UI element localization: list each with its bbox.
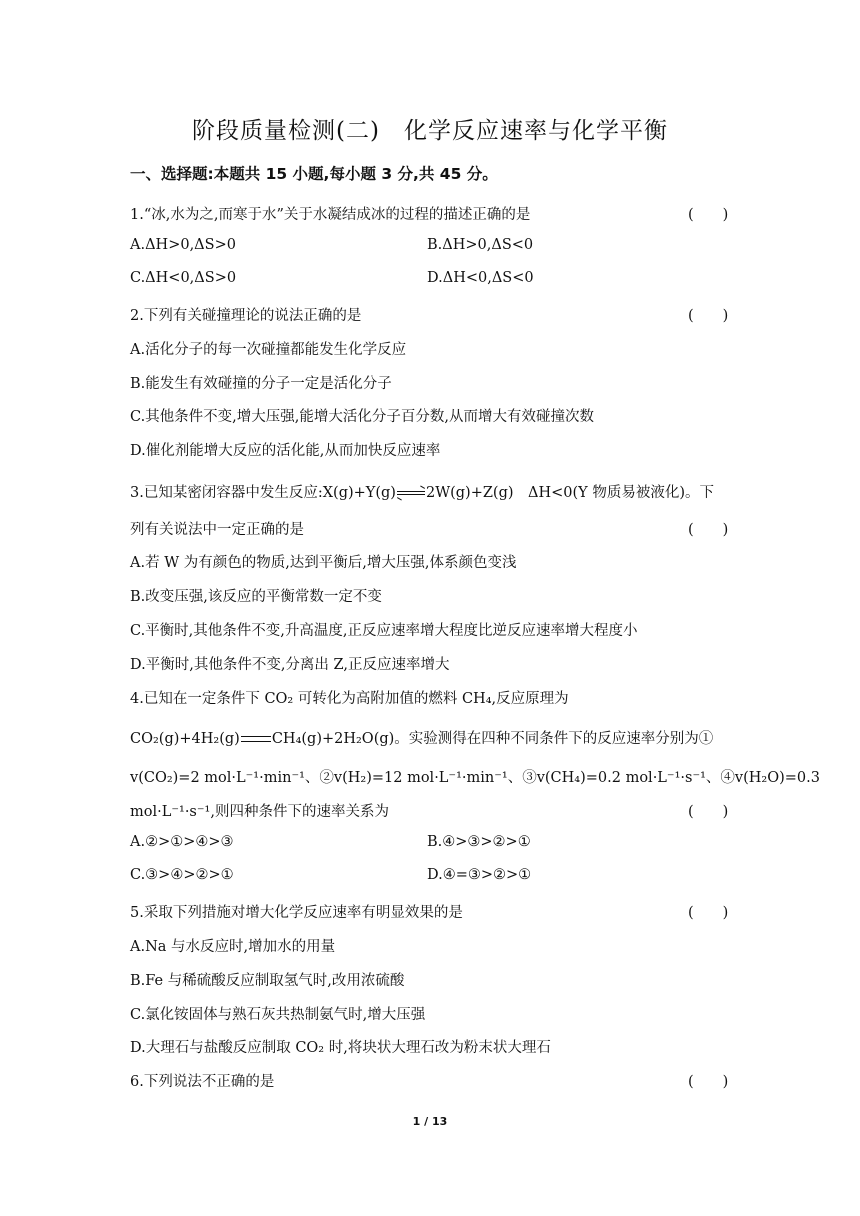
question-4-stem-part1: CO₂(g)+4H₂(g) bbox=[130, 731, 240, 747]
question-4-stem-line2 bbox=[130, 727, 713, 748]
question-2-option-d: D.催化剂能增大反应的活化能,从而加快反应速率 bbox=[130, 443, 441, 459]
reaction-equal-sign-icon bbox=[241, 736, 271, 742]
question-3-option-d: D.平衡时,其他条件不变,分离出 Z,正反应速率增大 bbox=[130, 657, 450, 673]
equilibrium-arrow-icon bbox=[397, 489, 425, 497]
question-3-option-b: B.改变压强,该反应的平衡常数一定不变 bbox=[130, 589, 382, 605]
question-4-option-a: A.②>①>④>③ bbox=[130, 834, 234, 850]
question-1-option-a: A.ΔH>0,ΔS>0 bbox=[130, 237, 236, 253]
question-6-stem: 6.下列说法不正确的是 bbox=[130, 1074, 275, 1090]
question-2-option-b: B.能发生有效碰撞的分子一定是活化分子 bbox=[130, 376, 392, 392]
question-4-option-d: D.④=③>②>① bbox=[427, 867, 532, 883]
answer-paren: ( ) bbox=[688, 1074, 729, 1090]
question-3-stem-part2: 2W(g)+Z(g) ΔH<0(Y 物质易被液化)。下 bbox=[425, 485, 714, 501]
question-4-stem-line3: v(CO₂)=2 mol·L⁻¹·min⁻¹、②v(H₂)=12 mol·L⁻¹·min⁻¹、③v(CH₄)=0.2 mol·L⁻¹·s⁻¹、④v(H₂O)=0.3 bbox=[130, 770, 820, 786]
page-title: 阶段质量检测(二) 化学反应速率与化学平衡 bbox=[192, 118, 668, 144]
section-heading: 一、选择题:本题共 15 小题,每小题 3 分,共 45 分。 bbox=[130, 165, 498, 183]
question-2-option-c: C.其他条件不变,增大压强,能增大活化分子百分数,从而增大有效碰撞次数 bbox=[130, 409, 595, 425]
question-5-option-d: D.大理石与盐酸反应制取 CO₂ 时,将块状大理石改为粉末状大理石 bbox=[130, 1040, 551, 1056]
question-5-option-b: B.Fe 与稀硫酸反应制取氢气时,改用浓硫酸 bbox=[130, 973, 405, 989]
question-1-stem: 1.“冰,水为之,而寒于水”关于水凝结成冰的过程的描述正确的是 bbox=[130, 207, 531, 223]
question-1-option-b: B.ΔH>0,ΔS<0 bbox=[427, 237, 534, 253]
question-4-option-c: C.③>④>②>① bbox=[130, 867, 234, 883]
question-1-option-d: D.ΔH<0,ΔS<0 bbox=[427, 270, 534, 286]
question-4-stem-line1: 4.已知在一定条件下 CO₂ 可转化为高附加值的燃料 CH₄,反应原理为 bbox=[130, 691, 569, 707]
question-4-option-b: B.④>③>②>① bbox=[427, 834, 531, 850]
answer-paren: ( ) bbox=[688, 308, 729, 324]
question-3-stem-line2: 列有关说法中一定正确的是 bbox=[130, 522, 304, 538]
question-1-option-c: C.ΔH<0,ΔS>0 bbox=[130, 270, 237, 286]
answer-paren: ( ) bbox=[688, 804, 729, 820]
question-3-stem-part1: 3.已知某密闭容器中发生反应:X(g)+Y(g) bbox=[130, 485, 396, 501]
question-5-option-c: C.氯化铵固体与熟石灰共热制氨气时,增大压强 bbox=[130, 1007, 426, 1023]
answer-paren: ( ) bbox=[688, 207, 729, 223]
question-5-option-a: A.Na 与水反应时,增加水的用量 bbox=[130, 939, 336, 955]
question-3-stem-line1 bbox=[130, 481, 714, 502]
question-3-option-c: C.平衡时,其他条件不变,升高温度,正反应速率增大程度比逆反应速率增大程度小 bbox=[130, 623, 638, 639]
question-4-stem-part2: CH₄(g)+2H₂O(g)。实验测得在四种不同条件下的反应速率分别为① bbox=[271, 731, 714, 747]
page-number: 1 / 13 bbox=[412, 1115, 448, 1128]
answer-paren: ( ) bbox=[688, 522, 729, 538]
question-5-stem: 5.采取下列措施对增大化学反应速率有明显效果的是 bbox=[130, 905, 463, 921]
question-2-option-a: A.活化分子的每一次碰撞都能发生化学反应 bbox=[130, 342, 407, 358]
question-4-stem-line4: mol·L⁻¹·s⁻¹,则四种条件下的速率关系为 bbox=[130, 804, 389, 820]
question-3-option-a: A.若 W 为有颜色的物质,达到平衡后,增大压强,体系颜色变浅 bbox=[130, 555, 517, 571]
question-2-stem: 2.下列有关碰撞理论的说法正确的是 bbox=[130, 308, 362, 324]
answer-paren: ( ) bbox=[688, 905, 729, 921]
